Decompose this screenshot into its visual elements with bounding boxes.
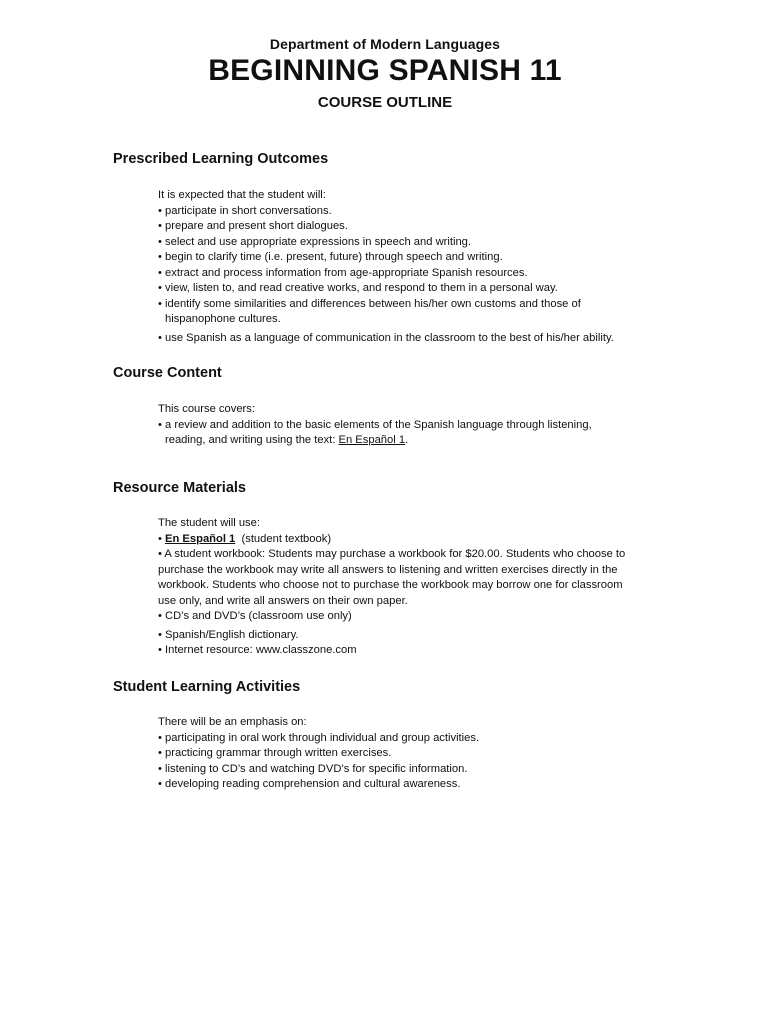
bullet: •: [158, 532, 166, 545]
list-item: • Internet resource: www.classzone.com: [158, 644, 357, 656]
outcomes-heading: Prescribed Learning Outcomes: [113, 151, 329, 167]
outcomes-list: [158, 188, 698, 346]
course-title: BEGINNING SPANISH 11: [208, 54, 562, 87]
list-item: • identify some similarities and differences between his/her own customs and those of: [158, 297, 581, 310]
outcomes-intro: It is expected that the student will:: [158, 189, 326, 201]
list-item: • view, listen to, and read creative works, and respond to them in a personal way.: [158, 282, 558, 294]
activities-list: [158, 715, 698, 793]
list-item: • A student workbook: Students may purchase a workbook for $20.00. Students who choose to: [158, 548, 626, 560]
textbook-title: En Español 1: [165, 532, 236, 545]
list-item-continuation: use only, and write all answers on their own paper.: [158, 594, 408, 607]
period: .: [405, 434, 409, 446]
resources-heading: Resource Materials: [113, 480, 246, 496]
textbook-note: (student textbook): [235, 532, 332, 545]
list-item: • begin to clarify time (i.e. present, future) through speech and writing.: [158, 251, 503, 263]
content-list: [158, 402, 698, 449]
course-outline-subtitle: COURSE OUTLINE: [317, 94, 453, 111]
department-name: Department of Modern Languages: [269, 36, 501, 52]
activities-intro: There will be an emphasis on:: [158, 716, 307, 728]
content-intro: This course covers:: [158, 403, 255, 415]
list-item: • participate in short conversations.: [158, 204, 332, 217]
list-item: • a review and addition to the basic elements of the Spanish language through listening,: [158, 418, 592, 431]
resources-list: [158, 516, 698, 659]
list-item-continuation: workbook. Students who choose not to purchase the workbook may borrow one for classroom: [158, 579, 623, 591]
list-item: • developing reading comprehension and cultural awareness.: [158, 778, 461, 790]
list-item-continuation: [158, 433, 698, 449]
textbook-title: En Español 1: [338, 434, 406, 446]
resources-intro: The student will use:: [158, 517, 260, 529]
list-item: • listening to CD’s and watching DVD’s for specific information.: [158, 762, 468, 775]
list-item: • CD’s and DVD’s (classroom use only): [158, 610, 352, 622]
list-item-continuation: purchase the workbook may write all answers to listening and written exercises directly in the: [158, 563, 618, 576]
list-item: • select and use appropriate expressions in speech and writing.: [158, 235, 471, 248]
list-item-continuation: hispanophone cultures.: [165, 313, 281, 325]
list-item: • prepare and present short dialogues.: [158, 220, 348, 232]
list-item: • practicing grammar through written exercises.: [158, 747, 392, 759]
activities-heading: Student Learning Activities: [113, 679, 301, 695]
list-item: • Spanish/English dictionary.: [158, 628, 299, 641]
list-item: • use Spanish as a language of communication in the classroom to the best of his/her ability.: [158, 331, 614, 344]
content-text: reading, and writing using the text:: [165, 434, 339, 446]
list-item-textbook: [158, 532, 698, 548]
list-item: • extract and process information from age-appropriate Spanish resources.: [158, 266, 528, 279]
content-heading: Course Content: [113, 365, 222, 381]
list-item: • participating in oral work through individual and group activities.: [158, 731, 480, 744]
